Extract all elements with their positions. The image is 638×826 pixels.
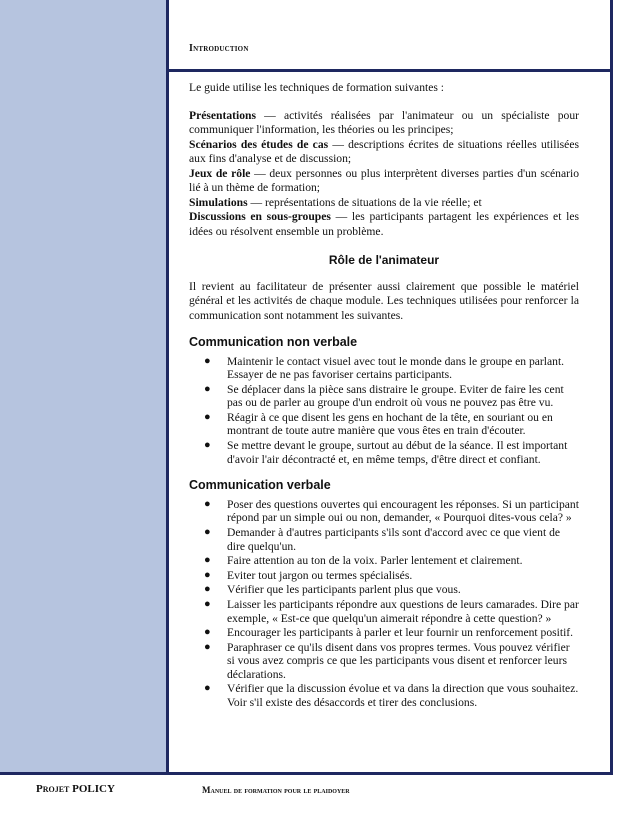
bullet-icon: ● (204, 597, 211, 610)
footer-rule (0, 772, 613, 775)
technique-item: Discussions en sous-groupes — les participants partagent les expériences et les idées ou résolvent ensemble un problème. (189, 210, 579, 238)
list-item: ● Paraphraser ce qu'ils disent dans vos propres termes. Vous pouvez vérifier si vous avez compris ce que les participants vous disent et renforcer leurs déclarations. (204, 640, 570, 681)
bullet-icon: ● (204, 682, 211, 695)
nonverbal-list (189, 355, 579, 467)
bullet-icon: ● (204, 354, 211, 367)
verbal-list (189, 498, 579, 710)
bullet-icon: ● (204, 497, 211, 510)
intro-text: Le guide utilise les techniques de formation suivantes : (189, 81, 445, 94)
technique-item: Simulations — représentations de situations de la vie réelle; et (189, 195, 482, 209)
role-heading: Rôle de l'animateur (328, 253, 440, 267)
bullet-icon: ● (204, 568, 211, 581)
bullet-icon: ● (204, 439, 211, 452)
list-item: ● Faire attention au ton de la voix. Parler lentement et clairement. (204, 554, 523, 568)
running-header: Introduction (189, 43, 249, 54)
list-item: ● Laisser les participants répondre aux questions de leurs camarades. Dire par exemple, « Est-ce que quelqu'un aimerait répondre à cette question? » (204, 597, 579, 625)
list-item: ● Maintenir le contact visuel avec tout le monde dans le groupe en parlant. Essayer de ne pas favoriser certains participants. (204, 354, 565, 382)
technique-item: Présentations — activités réalisées par l'animateur ou un spécialiste pour communiquer l'information, les théories ou les principes; (189, 108, 579, 136)
footer-project-name: Projet POLICY (36, 783, 115, 795)
technique-item: Scénarios des études de cas — descriptions écrites de situations réelles utilisées aux fins d'analyse et de discussion; (189, 137, 579, 165)
bullet-icon: ● (204, 382, 211, 395)
technique-item: Jeux de rôle — deux personnes ou plus interprètent diverses parties d'un scénario lié à un thème de formation; (189, 166, 579, 194)
bullet-icon: ● (204, 525, 211, 538)
list-item: ● Vérifier que la discussion évolue et va dans la direction que vous souhaitez. Voir s'il existe des désaccords et tirer des conclusions. (204, 682, 579, 710)
list-item: ● Se mettre devant le groupe, surtout au début de la séance. Il est important d'avoir l'air décontracté et, en même temps, d'être direct et confiant. (204, 439, 568, 466)
main-content (189, 81, 579, 711)
list-item: ● Vérifier que les participants parlent plus que vous. (204, 583, 461, 597)
role-paragraph: Il revient au facilitateur de présenter aussi clairement que possible le matériel général et les activités de chaque module. Les techniques utilisées pour renforcer la communication sont notamment les suivantes. (189, 279, 579, 322)
list-item: ● Encourager les participants à parler et leur fournir un renforcement positif. (204, 626, 574, 640)
bullet-icon: ● (204, 410, 211, 423)
bullet-icon: ● (204, 626, 211, 639)
bullet-icon: ● (204, 640, 211, 653)
header-rule (166, 69, 613, 72)
right-rule (610, 0, 613, 774)
list-item: ● Se déplacer dans la pièce sans distraire le groupe. Eviter de faire les cent pas ou de parler au groupe d'un endroit où vous ne pouvez pas être vu. (204, 382, 564, 410)
bullet-icon: ● (204, 583, 211, 596)
sidebar-band (0, 0, 166, 774)
bullet-icon: ● (204, 554, 211, 567)
list-item: ● Réagir à ce que disent les gens en hochant de la tête, en souriant ou en montrant de toute autre manière que vous êtes en train d'écouter. (204, 410, 553, 438)
list-item: ● Eviter tout jargon ou termes spécialisés. (204, 568, 413, 582)
left-rule (166, 0, 169, 774)
nonverbal-heading: Communication non verbale (189, 335, 358, 349)
verbal-heading: Communication verbale (189, 478, 331, 493)
list-item: ● Demander à d'autres participants s'ils sont d'accord avec ce que vient de dire quelqu'un. (204, 525, 561, 553)
techniques-list (189, 109, 579, 240)
list-item: ● Poser des questions ouvertes qui encouragent les réponses. Si un participant répond par un simple oui ou non, demander, « Pourquoi dites-vous cela? » (204, 497, 579, 525)
footer-manual-title: Manuel de formation pour le plaidoyer (202, 785, 350, 795)
